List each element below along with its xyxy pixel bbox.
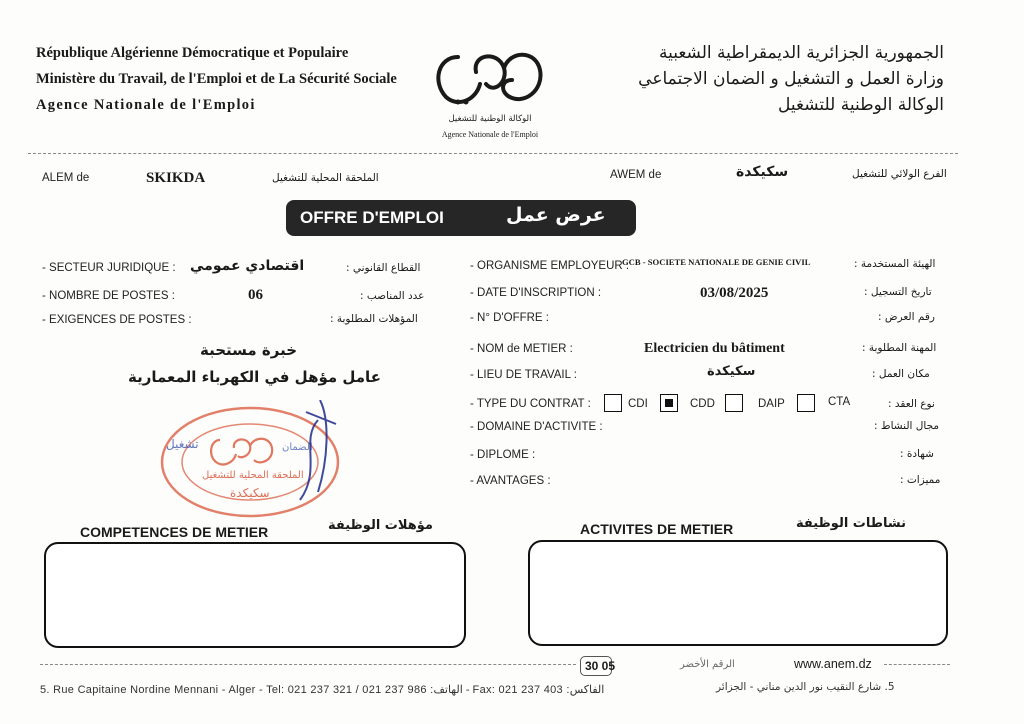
- alem-label-ar: الملحقة المحلية للتشغيل: [272, 172, 379, 184]
- date-label-ar: تاريخ التسجيل :: [864, 286, 932, 298]
- header-ar-line-2: وزارة العمل و التشغيل و الضمان الاجتماعي: [638, 69, 944, 89]
- awem-label-ar: الفرع الولائي للتشغيل: [852, 168, 947, 180]
- contrat-option-cta: CTA: [828, 396, 851, 408]
- competences-title-fr: COMPETENCES DE METIER: [80, 524, 269, 540]
- secteur-value: اقتصادي عمومي: [190, 258, 305, 274]
- offer-title-ar: عرض عمل: [506, 204, 606, 226]
- contrat-checkbox-cta[interactable]: [797, 394, 815, 412]
- header-ar-line-1: الجمهورية الجزائرية الديمقراطية الشعبية: [658, 43, 944, 63]
- domaine-label-ar: مجال النشاط :: [874, 420, 940, 432]
- anem-logo-icon: [428, 42, 552, 112]
- metier-value: Electricien du bâtiment: [644, 341, 785, 356]
- domaine-label: - DOMAINE D'ACTIVITE :: [470, 421, 603, 433]
- green-number-label: الرقم الأخضر: [680, 659, 735, 670]
- alem-value: SKIKDA: [146, 170, 206, 186]
- logo-fr-text: Agence Nationale de l'Emploi: [441, 130, 539, 139]
- avantages-label: - AVANTAGES :: [470, 475, 551, 487]
- stamp-line-1: الملحقة المحلية للتشغيل: [202, 470, 304, 481]
- contrat-label-ar: نوع العقد :: [888, 398, 935, 410]
- activites-box[interactable]: [528, 540, 948, 646]
- organisme-label-ar: الهيئة المستخدمة :: [854, 258, 936, 270]
- activites-title-ar: نشاطات الوظيفة: [796, 516, 906, 531]
- offre-label: - N° D'OFFRE :: [470, 312, 549, 324]
- avantages-label-ar: مميزات :: [900, 474, 941, 486]
- logo-ar-text: الوكالة الوطنية للتشغيل: [448, 114, 532, 124]
- contrat-option-cdd: CDD: [690, 398, 715, 410]
- stamp-graphic: [150, 400, 350, 520]
- diplome-label: - DIPLOME :: [470, 449, 536, 461]
- organisme-label: - ORGANISME EMPLOYEUR :: [470, 260, 630, 272]
- stamp-line-2: سكيكدة: [230, 486, 270, 500]
- metier-label-ar: المهنة المطلوبة :: [862, 342, 937, 354]
- svg-text:تشغيل: تشغيل: [166, 437, 199, 451]
- alem-label: ALEM de: [42, 172, 90, 184]
- date-label: - DATE D'INSCRIPTION :: [470, 287, 602, 299]
- footer-divider-left: [40, 664, 576, 665]
- offer-title-fr: OFFRE D'EMPLOI: [300, 208, 444, 227]
- activites-title-fr: ACTIVITES DE METIER: [580, 521, 734, 537]
- header-ar-line-3: الوكالة الوطنية للتشغيل: [778, 95, 944, 115]
- header-divider: [28, 153, 958, 154]
- metier-label: - NOM de METIER :: [470, 343, 573, 355]
- official-stamp: [150, 400, 350, 520]
- awem-label: AWEM de: [610, 169, 662, 181]
- contrat-option-daip: DAIP: [758, 398, 785, 410]
- svg-text:الضمان: الضمان: [282, 442, 313, 453]
- competences-box[interactable]: [44, 542, 466, 648]
- postes-value: 06: [248, 287, 263, 303]
- offre-label-ar: رقم العرض :: [878, 311, 935, 323]
- anem-logo: [428, 42, 552, 142]
- diplome-label-ar: شهادة :: [900, 448, 934, 460]
- green-number: 30 05: [585, 659, 616, 673]
- contrat-label: - TYPE DU CONTRAT :: [470, 398, 591, 410]
- lieu-value: سكيكدة: [707, 364, 756, 379]
- lieu-label-ar: مكان العمل :: [872, 368, 930, 380]
- exigences-label-ar: المؤهلات المطلوبة :: [330, 313, 418, 325]
- exigences-label: - EXIGENCES DE POSTES :: [42, 314, 192, 326]
- header-fr-line-2: Ministère du Travail, de l'Emploi et de La Sécurité Sociale: [36, 71, 397, 87]
- lieu-label: - LIEU DE TRAVAIL :: [470, 369, 577, 381]
- footer-address-fr: 5. Rue Capitaine Nordine Mennani - Alger - Tel: 021 237 321 / 021 237 986 :الهاتف - Fax: 021 237 403 :الفاكس: [40, 684, 605, 696]
- awem-value: سكيكدة: [736, 164, 789, 180]
- contrat-option-cdi: CDI: [628, 398, 648, 410]
- secteur-label-ar: القطاع القانوني :: [346, 262, 421, 274]
- competences-title-ar: مؤهلات الوظيفة: [328, 518, 433, 533]
- header-fr-line-3: Agence Nationale de l'Emploi: [36, 97, 256, 113]
- postes-label: - NOMBRE DE POSTES :: [42, 290, 175, 302]
- contrat-checkbox-cdi[interactable]: [604, 394, 622, 412]
- footer-divider-right: [884, 664, 950, 665]
- exigences-line-1: خبرة مستحبة: [200, 341, 298, 359]
- date-value: 03/08/2025: [700, 285, 769, 301]
- postes-label-ar: عدد المناصب :: [360, 290, 425, 302]
- contrat-checkbox-daip[interactable]: [725, 394, 743, 412]
- organisme-value: GCB - SOCIETE NATIONALE DE GENIE CIVIL: [622, 257, 811, 267]
- footer-address-ar: 5. شارع النقيب نور الدين مناني - الجزائر: [716, 681, 895, 693]
- exigences-line-2: عامل مؤهل في الكهرباء المعمارية: [128, 368, 381, 386]
- secteur-label: - SECTEUR JURIDIQUE :: [42, 262, 176, 274]
- website[interactable]: www.anem.dz: [794, 657, 872, 671]
- contrat-checkbox-cdd[interactable]: [660, 394, 678, 412]
- header-fr-line-1: République Algérienne Démocratique et Populaire: [36, 45, 349, 61]
